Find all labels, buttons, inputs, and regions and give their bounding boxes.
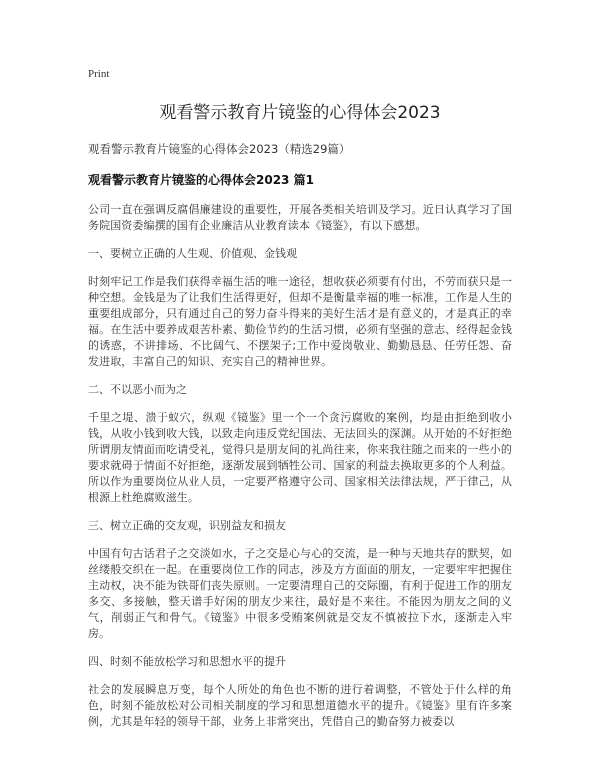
sub-heading-3: 三、树立正确的交友观，识别益友和损友: [88, 519, 286, 532]
sub-heading-4: 四、时刻不能放松学习和思想水平的提升: [88, 655, 286, 668]
paragraph-intro: 公司一直在强调反腐倡廉建设的重要性，开展各类相关培训及学习。近日认真学习了国务院国资委编撰的国有企业廉洁从业教育读本《镜鉴》，有以下感想。: [88, 203, 512, 232]
document-subtitle: 观看警示教育片镜鉴的心得体会2023（精选29篇）: [88, 142, 351, 156]
sub-heading-2: 二、不以恶小而为之: [88, 383, 187, 396]
page-title: 观看警示教育片镜鉴的心得体会2023: [159, 103, 441, 123]
print-label[interactable]: Print: [88, 68, 110, 80]
paragraph-4: 社会的发展瞬息万变，每个人所处的角色也不断的进行着调整，不管处于什么样的角色，时刻不能放松对公司相关制度的学习和思想道德水平的提升。《镜鉴》里有许多案例，尤其是年轻的领导干部，业务上非常突出，凭借自己的勤奋努力被委以: [88, 683, 512, 728]
sub-heading-1: 一、要树立正确的人生观、价值观、金钱观: [88, 247, 297, 260]
paragraph-2: 千里之堤、溃于蚁穴，纵观《镜鉴》里一个一个贪污腐败的案例，均是由拒绝到收小钱，从收小钱到收大钱，以致走向违反党纪国法、无法回头的深渊。从开始的不好拒绝所谓朋友情面而吃请受礼，觉得只是朋友间的礼尚往来，你来我往随之而来的一些小的要求就碍于情面不好拒绝，逐渐发展到牺牲公司、国家的利益去换取更多的个人利益。所以作为重要岗位从业人员，一定要严格遵守公司、国家相关法律法规，严于律己，从根源上杜绝腐败滋生。: [88, 411, 512, 504]
paragraph-3: 中国有句古话君子之交淡如水，子之交是心与心的交流，是一种与天地共存的默契，如丝缕般交织在一起。在重要岗位工作的同志，涉及方方面面的朋友，一定要牢牢把握住主动权，决不能为铁哥们丧失原则。一定要清理自己的交际圈，有利于促进工作的朋友多交、多接触，整天谱手好闲的朋友少来往，最好是不来往。不能因为朋友之间的义气，削弱正气和骨气。《镜鉴》中很多受贿案例就是交友不慎被拉下水，逐渐走入牢房。: [88, 547, 512, 640]
section-heading: 观看警示教育片镜鉴的心得体会2023 篇1: [88, 173, 314, 187]
paragraph-1: 时刻牢记工作是我们获得幸福生活的唯一途径，想收获必须要有付出，不劳而获只是一种空想。金钱是为了让我们生活得更好，但却不是衡量幸福的唯一标准，工作是人生的重要组成部分，只有通过自己的努力奋斗得来的美好生活才是有意义的，才是真正的幸福。在生活中要养成艰苦朴素、勤俭节约的生活习惯，必须有坚强的意志、经得起金钱的诱惑，不讲排场、不比阔气、不摆架子;工作中爱岗敬业、勤勤恳恳、任劳任怨、奋发进取，丰富自己的知识、充实自己的精神世界。: [88, 275, 512, 368]
